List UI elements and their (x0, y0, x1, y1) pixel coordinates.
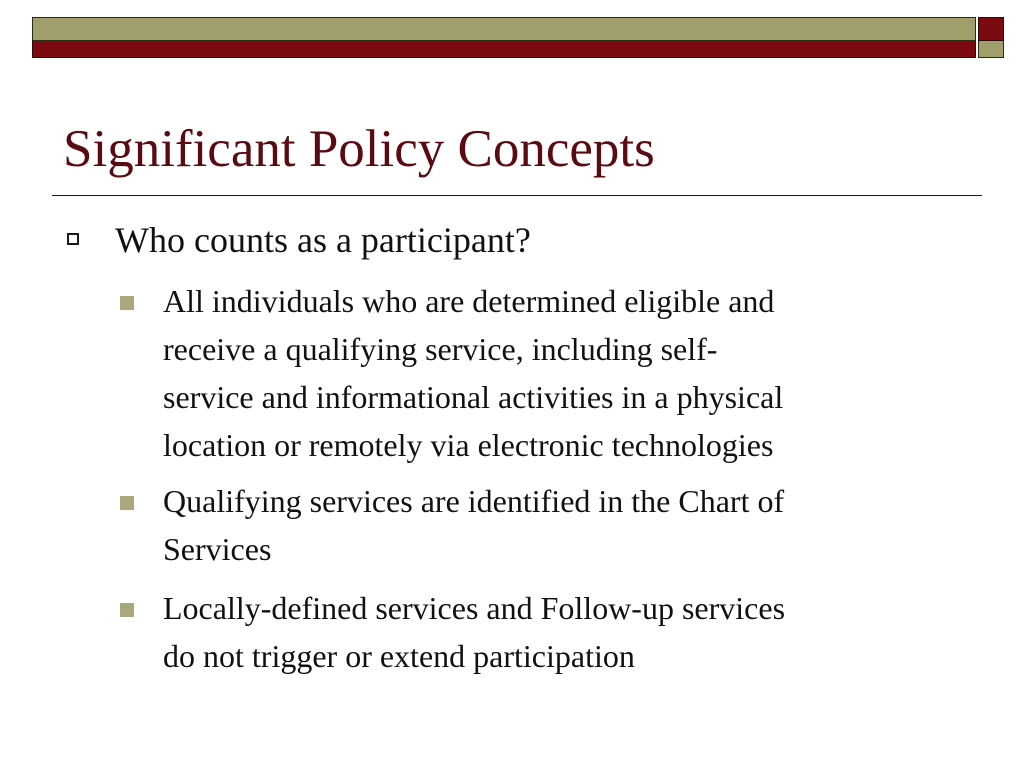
bullet-text: Who counts as a participant? (115, 220, 531, 260)
sub-bullet-line: Locally-defined services and Follow-up services (163, 590, 786, 626)
hollow-square-bullet-icon (67, 233, 79, 245)
sub-bullet-line: All individuals who are determined eligible and (163, 283, 775, 319)
sub-bullet-text (163, 477, 963, 573)
corner-square-olive (978, 41, 1004, 58)
square-bullet-icon (120, 296, 134, 310)
sub-bullet-line: Services (163, 531, 272, 567)
sub-bullet-text (163, 584, 963, 680)
sub-bullet-line: service and informational activities in a physical (163, 379, 784, 415)
title-divider (52, 195, 982, 196)
sub-bullet-line: Qualifying services are identified in the Chart of (163, 483, 785, 519)
slide-title: Significant Policy Concepts (63, 120, 655, 178)
header-bar-maroon (32, 41, 976, 58)
square-bullet-icon (120, 603, 134, 617)
corner-square-maroon (978, 17, 1004, 41)
sub-bullet-text (163, 277, 963, 469)
sub-bullet-line: location or remotely via electronic technologies (163, 427, 774, 463)
header-bar-olive (32, 17, 976, 41)
sub-bullet-line: receive a qualifying service, including self- (163, 331, 718, 367)
sub-bullet-line: do not trigger or extend participation (163, 638, 635, 674)
square-bullet-icon (120, 496, 134, 510)
